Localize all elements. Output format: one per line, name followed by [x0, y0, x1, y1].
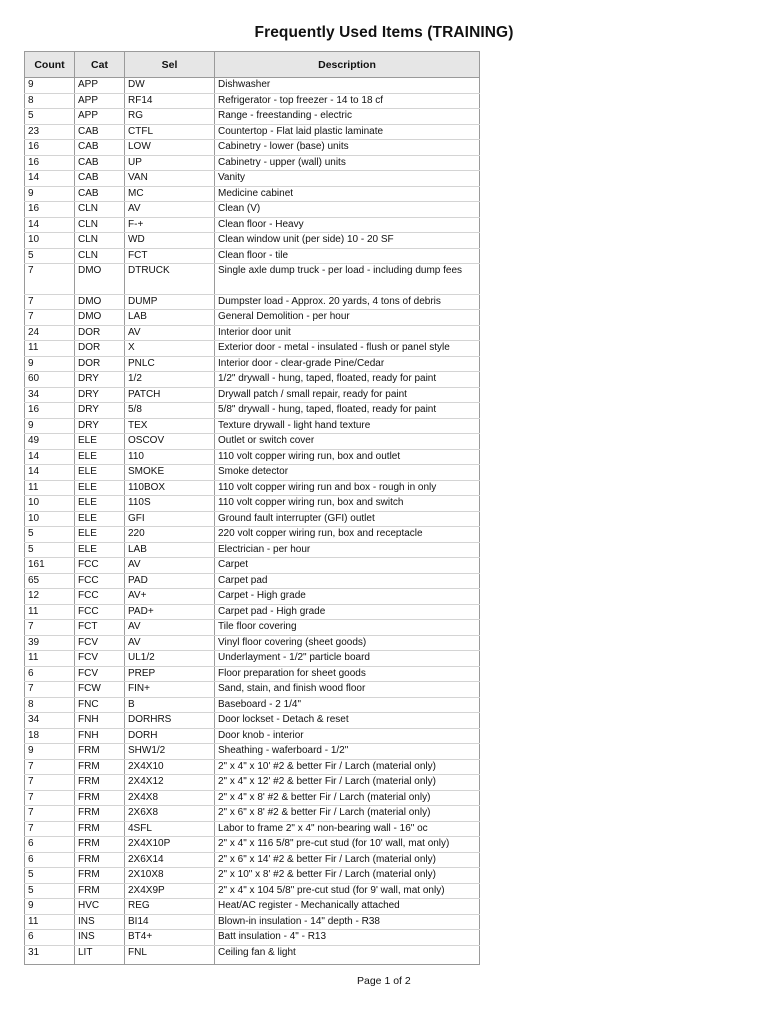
- table-row: [25, 620, 480, 636]
- cell-cat: FRM: [75, 837, 125, 853]
- cell-cat: FCC: [75, 604, 125, 620]
- cell-sel: FCT: [125, 248, 215, 264]
- cell-sel: SHW1/2: [125, 744, 215, 760]
- cell-description: Clean floor - Heavy: [215, 217, 480, 233]
- cell-sel: DORH: [125, 728, 215, 744]
- cell-sel: PAD: [125, 573, 215, 589]
- table-row: [25, 434, 480, 450]
- cell-sel: CTFL: [125, 124, 215, 140]
- table-row: [25, 465, 480, 481]
- cell-description: Carpet - High grade: [215, 589, 480, 605]
- table-row: [25, 202, 480, 218]
- cell-description: 2" x 10" x 8' #2 & better Fir / Larch (material only): [215, 868, 480, 884]
- cell-sel: 2X4X10P: [125, 837, 215, 853]
- cell-sel: LAB: [125, 310, 215, 326]
- table-row: [25, 697, 480, 713]
- cell-cat: DOR: [75, 325, 125, 341]
- cell-sel: RF14: [125, 93, 215, 109]
- cell-cat: DRY: [75, 387, 125, 403]
- cell-description: 110 volt copper wiring run and box - rough in only: [215, 480, 480, 496]
- cell-sel: 4SFL: [125, 821, 215, 837]
- cell-cat: DMO: [75, 294, 125, 310]
- table-row: [25, 651, 480, 667]
- cell-cat: FCV: [75, 666, 125, 682]
- cell-cat: FRM: [75, 883, 125, 899]
- cell-cat: DRY: [75, 418, 125, 434]
- cell-count: 9: [25, 418, 75, 434]
- cell-count: 31: [25, 945, 75, 964]
- cell-description: Door knob - interior: [215, 728, 480, 744]
- cell-cat: CLN: [75, 202, 125, 218]
- cell-cat: DOR: [75, 356, 125, 372]
- cell-cat: CAB: [75, 124, 125, 140]
- cell-cat: APP: [75, 109, 125, 125]
- table-row: [25, 387, 480, 403]
- cell-count: 11: [25, 341, 75, 357]
- cell-sel: REG: [125, 899, 215, 915]
- cell-count: 14: [25, 449, 75, 465]
- cell-sel: SMOKE: [125, 465, 215, 481]
- cell-count: 5: [25, 883, 75, 899]
- cell-description: Medicine cabinet: [215, 186, 480, 202]
- cell-description: Texture drywall - light hand texture: [215, 418, 480, 434]
- cell-count: 8: [25, 697, 75, 713]
- cell-description: Clean floor - tile: [215, 248, 480, 264]
- cell-sel: WD: [125, 233, 215, 249]
- cell-cat: ELE: [75, 465, 125, 481]
- cell-description: 2" x 4" x 10' #2 & better Fir / Larch (material only): [215, 759, 480, 775]
- cell-cat: FRM: [75, 806, 125, 822]
- cell-count: 14: [25, 171, 75, 187]
- table-row: [25, 356, 480, 372]
- cell-cat: FCV: [75, 651, 125, 667]
- cell-description: Interior door unit: [215, 325, 480, 341]
- table-row: [25, 542, 480, 558]
- cell-description: Smoke detector: [215, 465, 480, 481]
- table-row: [25, 573, 480, 589]
- table-row: [25, 93, 480, 109]
- cell-sel: 110S: [125, 496, 215, 512]
- cell-count: 39: [25, 635, 75, 651]
- cell-count: 5: [25, 248, 75, 264]
- table-row: [25, 140, 480, 156]
- cell-count: 9: [25, 899, 75, 915]
- cell-count: 9: [25, 356, 75, 372]
- cell-sel: LAB: [125, 542, 215, 558]
- table-row: [25, 899, 480, 915]
- cell-cat: FRM: [75, 868, 125, 884]
- cell-description: Ground fault interrupter (GFI) outlet: [215, 511, 480, 527]
- cell-sel: AV: [125, 325, 215, 341]
- table-row: [25, 341, 480, 357]
- table-row: [25, 821, 480, 837]
- table-row: [25, 527, 480, 543]
- cell-cat: FNH: [75, 728, 125, 744]
- cell-count: 9: [25, 186, 75, 202]
- cell-cat: FRM: [75, 759, 125, 775]
- table-row: [25, 325, 480, 341]
- cell-count: 161: [25, 558, 75, 574]
- cell-cat: ELE: [75, 511, 125, 527]
- column-header-count: Count: [25, 52, 75, 78]
- cell-cat: FCW: [75, 682, 125, 698]
- cell-sel: X: [125, 341, 215, 357]
- cell-sel: FNL: [125, 945, 215, 964]
- cell-count: 14: [25, 217, 75, 233]
- cell-count: 7: [25, 620, 75, 636]
- cell-sel: BI14: [125, 914, 215, 930]
- cell-cat: INS: [75, 930, 125, 946]
- cell-count: 5: [25, 527, 75, 543]
- cell-sel: DORHRS: [125, 713, 215, 729]
- table-row: [25, 558, 480, 574]
- table-row: [25, 728, 480, 744]
- cell-description: Drywall patch / small repair, ready for paint: [215, 387, 480, 403]
- cell-cat: CAB: [75, 140, 125, 156]
- cell-count: 34: [25, 713, 75, 729]
- cell-count: 11: [25, 651, 75, 667]
- cell-cat: ELE: [75, 542, 125, 558]
- cell-count: 6: [25, 837, 75, 853]
- cell-count: 60: [25, 372, 75, 388]
- cell-count: 7: [25, 310, 75, 326]
- cell-sel: LOW: [125, 140, 215, 156]
- cell-description: Refrigerator - top freezer - 14 to 18 cf: [215, 93, 480, 109]
- cell-count: 7: [25, 294, 75, 310]
- cell-description: Heat/AC register - Mechanically attached: [215, 899, 480, 915]
- table-row: [25, 775, 480, 791]
- cell-sel: DTRUCK: [125, 264, 215, 295]
- table-row: [25, 403, 480, 419]
- cell-description: Range - freestanding - electric: [215, 109, 480, 125]
- table-row: [25, 310, 480, 326]
- cell-description: Carpet pad - High grade: [215, 604, 480, 620]
- cell-description: Baseboard - 2 1/4": [215, 697, 480, 713]
- cell-count: 8: [25, 93, 75, 109]
- cell-count: 14: [25, 465, 75, 481]
- cell-count: 5: [25, 109, 75, 125]
- cell-description: Floor preparation for sheet goods: [215, 666, 480, 682]
- cell-description: Blown-in insulation - 14" depth - R38: [215, 914, 480, 930]
- cell-sel: 5/8: [125, 403, 215, 419]
- cell-cat: HVC: [75, 899, 125, 915]
- table-row: [25, 480, 480, 496]
- table-row: [25, 418, 480, 434]
- cell-cat: ELE: [75, 449, 125, 465]
- table-row: [25, 155, 480, 171]
- cell-description: Carpet pad: [215, 573, 480, 589]
- cell-cat: FCT: [75, 620, 125, 636]
- cell-description: Sheathing - waferboard - 1/2": [215, 744, 480, 760]
- cell-count: 11: [25, 604, 75, 620]
- cell-count: 6: [25, 666, 75, 682]
- cell-sel: 1/2: [125, 372, 215, 388]
- table-row: [25, 233, 480, 249]
- cell-sel: 110BOX: [125, 480, 215, 496]
- cell-count: 16: [25, 202, 75, 218]
- cell-cat: FCC: [75, 589, 125, 605]
- cell-description: 5/8" drywall - hung, taped, floated, ready for paint: [215, 403, 480, 419]
- cell-sel: DUMP: [125, 294, 215, 310]
- cell-cat: FCC: [75, 573, 125, 589]
- cell-sel: GFI: [125, 511, 215, 527]
- table-row: [25, 186, 480, 202]
- cell-description: Interior door - clear-grade Pine/Cedar: [215, 356, 480, 372]
- table-row: [25, 248, 480, 264]
- cell-cat: CLN: [75, 248, 125, 264]
- cell-sel: OSCOV: [125, 434, 215, 450]
- cell-sel: 2X4X10: [125, 759, 215, 775]
- cell-description: General Demolition - per hour: [215, 310, 480, 326]
- cell-cat: CLN: [75, 217, 125, 233]
- cell-count: 7: [25, 821, 75, 837]
- cell-description: 2" x 6" x 14' #2 & better Fir / Larch (material only): [215, 852, 480, 868]
- cell-description: 2" x 6" x 8' #2 & better Fir / Larch (material only): [215, 806, 480, 822]
- cell-description: 2" x 4" x 116 5/8" pre-cut stud (for 10' wall, mat only): [215, 837, 480, 853]
- page-number: Page 1 of 2: [357, 975, 411, 987]
- page-title: Frequently Used Items (TRAINING): [254, 24, 514, 41]
- cell-count: 9: [25, 744, 75, 760]
- table-body: [25, 78, 480, 965]
- cell-cat: ELE: [75, 434, 125, 450]
- cell-sel: DW: [125, 78, 215, 94]
- cell-description: 110 volt copper wiring run, box and outlet: [215, 449, 480, 465]
- cell-description: Single axle dump truck - per load - including dump fees: [215, 264, 480, 295]
- cell-cat: DOR: [75, 341, 125, 357]
- cell-cat: APP: [75, 93, 125, 109]
- cell-sel: BT4+: [125, 930, 215, 946]
- table-row: [25, 945, 480, 964]
- cell-description: Outlet or switch cover: [215, 434, 480, 450]
- cell-count: 7: [25, 790, 75, 806]
- table-row: [25, 759, 480, 775]
- cell-cat: DMO: [75, 310, 125, 326]
- cell-sel: AV: [125, 558, 215, 574]
- cell-cat: FRM: [75, 821, 125, 837]
- cell-count: 7: [25, 775, 75, 791]
- cell-cat: FRM: [75, 852, 125, 868]
- table-row: [25, 868, 480, 884]
- table-row: [25, 124, 480, 140]
- cell-description: Countertop - Flat laid plastic laminate: [215, 124, 480, 140]
- cell-description: Ceiling fan & light: [215, 945, 480, 964]
- cell-count: 16: [25, 140, 75, 156]
- cell-sel: F-+: [125, 217, 215, 233]
- cell-description: Vinyl floor covering (sheet goods): [215, 635, 480, 651]
- cell-description: Carpet: [215, 558, 480, 574]
- cell-count: 7: [25, 264, 75, 295]
- cell-cat: DMO: [75, 264, 125, 295]
- cell-count: 23: [25, 124, 75, 140]
- cell-count: 18: [25, 728, 75, 744]
- cell-description: 2" x 4" x 8' #2 & better Fir / Larch (material only): [215, 790, 480, 806]
- cell-sel: VAN: [125, 171, 215, 187]
- cell-count: 11: [25, 914, 75, 930]
- cell-count: 16: [25, 403, 75, 419]
- table-row: [25, 666, 480, 682]
- cell-sel: TEX: [125, 418, 215, 434]
- cell-count: 34: [25, 387, 75, 403]
- cell-cat: DRY: [75, 403, 125, 419]
- cell-count: 7: [25, 806, 75, 822]
- table-row: [25, 744, 480, 760]
- cell-cat: INS: [75, 914, 125, 930]
- cell-cat: FRM: [75, 744, 125, 760]
- cell-count: 65: [25, 573, 75, 589]
- cell-cat: CAB: [75, 155, 125, 171]
- cell-description: Door lockset - Detach & reset: [215, 713, 480, 729]
- table-row: [25, 852, 480, 868]
- cell-sel: UL1/2: [125, 651, 215, 667]
- cell-sel: PAD+: [125, 604, 215, 620]
- cell-sel: 2X6X8: [125, 806, 215, 822]
- cell-sel: 220: [125, 527, 215, 543]
- table-row: [25, 589, 480, 605]
- cell-count: 24: [25, 325, 75, 341]
- table-row: [25, 294, 480, 310]
- cell-description: Cabinetry - lower (base) units: [215, 140, 480, 156]
- cell-description: 110 volt copper wiring run, box and switch: [215, 496, 480, 512]
- cell-sel: 2X4X9P: [125, 883, 215, 899]
- cell-count: 5: [25, 542, 75, 558]
- cell-sel: 2X10X8: [125, 868, 215, 884]
- cell-description: 2" x 4" x 104 5/8" pre-cut stud (for 9' wall, mat only): [215, 883, 480, 899]
- column-header-cat: Cat: [75, 52, 125, 78]
- cell-sel: FIN+: [125, 682, 215, 698]
- cell-count: 7: [25, 759, 75, 775]
- cell-description: Labor to frame 2" x 4" non-bearing wall - 16" oc: [215, 821, 480, 837]
- cell-sel: 110: [125, 449, 215, 465]
- cell-description: Electrician - per hour: [215, 542, 480, 558]
- cell-sel: AV: [125, 635, 215, 651]
- column-header-description: Description: [215, 52, 480, 78]
- cell-description: Exterior door - metal - insulated - flush or panel style: [215, 341, 480, 357]
- cell-cat: ELE: [75, 480, 125, 496]
- cell-cat: LIT: [75, 945, 125, 964]
- cell-sel: UP: [125, 155, 215, 171]
- cell-sel: MC: [125, 186, 215, 202]
- table-row: [25, 511, 480, 527]
- cell-description: Batt insulation - 4" - R13: [215, 930, 480, 946]
- cell-count: 10: [25, 496, 75, 512]
- cell-sel: 2X4X12: [125, 775, 215, 791]
- cell-count: 10: [25, 511, 75, 527]
- cell-sel: B: [125, 697, 215, 713]
- table-row: [25, 78, 480, 94]
- cell-sel: RG: [125, 109, 215, 125]
- table-row: [25, 837, 480, 853]
- cell-count: 6: [25, 852, 75, 868]
- cell-count: 9: [25, 78, 75, 94]
- cell-cat: FRM: [75, 790, 125, 806]
- cell-cat: FCV: [75, 635, 125, 651]
- cell-sel: 2X6X14: [125, 852, 215, 868]
- cell-cat: CAB: [75, 171, 125, 187]
- cell-count: 10: [25, 233, 75, 249]
- cell-cat: ELE: [75, 496, 125, 512]
- cell-count: 5: [25, 868, 75, 884]
- cell-count: 49: [25, 434, 75, 450]
- cell-description: Sand, stain, and finish wood floor: [215, 682, 480, 698]
- cell-cat: CAB: [75, 186, 125, 202]
- cell-cat: APP: [75, 78, 125, 94]
- cell-sel: 2X4X8: [125, 790, 215, 806]
- cell-count: 16: [25, 155, 75, 171]
- cell-sel: AV+: [125, 589, 215, 605]
- cell-description: Clean (V): [215, 202, 480, 218]
- table-row: [25, 496, 480, 512]
- table-row: [25, 171, 480, 187]
- cell-sel: PNLC: [125, 356, 215, 372]
- table-row: [25, 713, 480, 729]
- table-row: [25, 806, 480, 822]
- cell-description: Dumpster load - Approx. 20 yards, 4 tons of debris: [215, 294, 480, 310]
- cell-cat: FCC: [75, 558, 125, 574]
- cell-count: 12: [25, 589, 75, 605]
- cell-cat: CLN: [75, 233, 125, 249]
- table-row: [25, 449, 480, 465]
- table-row: [25, 790, 480, 806]
- table-row: [25, 930, 480, 946]
- table-row: [25, 372, 480, 388]
- table-row: [25, 883, 480, 899]
- table-row: [25, 604, 480, 620]
- cell-description: Clean window unit (per side) 10 - 20 SF: [215, 233, 480, 249]
- table-row: [25, 682, 480, 698]
- column-header-sel: Sel: [125, 52, 215, 78]
- cell-description: Tile floor covering: [215, 620, 480, 636]
- cell-description: 2" x 4" x 12' #2 & better Fir / Larch (material only): [215, 775, 480, 791]
- cell-count: 11: [25, 480, 75, 496]
- table-row: [25, 914, 480, 930]
- cell-description: Dishwasher: [215, 78, 480, 94]
- header-row: [25, 52, 480, 78]
- cell-description: Underlayment - 1/2" particle board: [215, 651, 480, 667]
- cell-sel: PREP: [125, 666, 215, 682]
- cell-count: 6: [25, 930, 75, 946]
- cell-description: Cabinetry - upper (wall) units: [215, 155, 480, 171]
- cell-cat: FRM: [75, 775, 125, 791]
- table-row: [25, 217, 480, 233]
- cell-sel: AV: [125, 202, 215, 218]
- cell-description: 220 volt copper wiring run, box and receptacle: [215, 527, 480, 543]
- cell-cat: FNC: [75, 697, 125, 713]
- table-row: [25, 635, 480, 651]
- cell-sel: AV: [125, 620, 215, 636]
- cell-cat: ELE: [75, 527, 125, 543]
- items-table: [24, 51, 480, 965]
- cell-description: 1/2" drywall - hung, taped, floated, ready for paint: [215, 372, 480, 388]
- cell-cat: FNH: [75, 713, 125, 729]
- cell-cat: DRY: [75, 372, 125, 388]
- cell-count: 7: [25, 682, 75, 698]
- table-row: [25, 264, 480, 295]
- cell-description: Vanity: [215, 171, 480, 187]
- cell-sel: PATCH: [125, 387, 215, 403]
- table-row: [25, 109, 480, 125]
